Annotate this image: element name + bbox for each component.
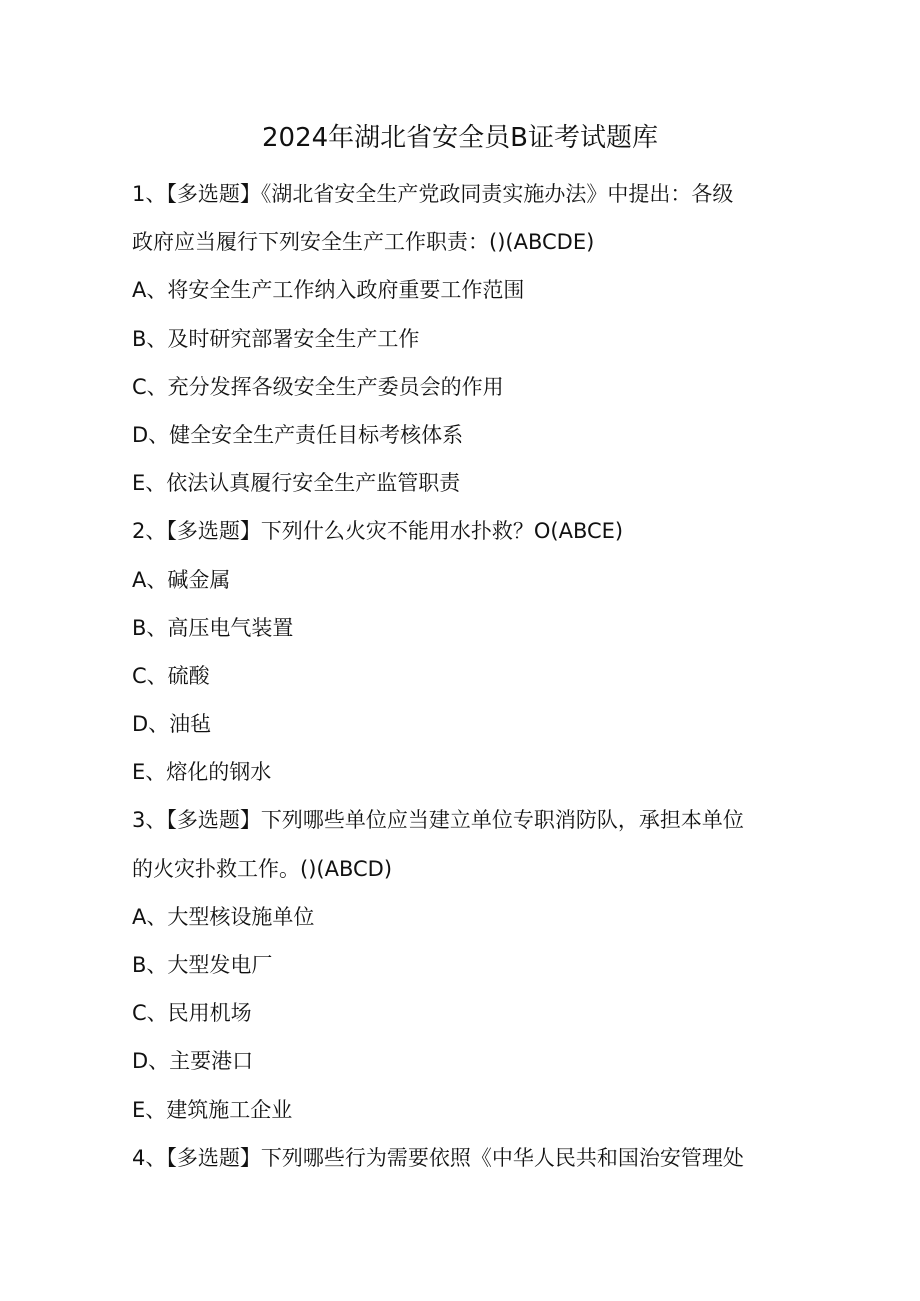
text-line: 4、【多选题】下列哪些行为需要依照《中华人民共和国治安管理处 bbox=[132, 1145, 744, 1170]
text-line: D、主要港口 bbox=[132, 1049, 254, 1074]
text-line: 3、【多选题】下列哪些单位应当建立单位专职消防队，承担本单位 bbox=[132, 808, 744, 833]
document-title: 2024年湖北省安全员B证考试题库 bbox=[261, 123, 658, 153]
text-line: 的火灾扑救工作。()(ABCD) bbox=[132, 856, 393, 881]
text-line: E、依法认真履行安全生产监管职责 bbox=[132, 471, 461, 496]
text-line: 政府应当履行下列安全生产工作职责：()(ABCDE) bbox=[132, 230, 595, 255]
text-line: 1、【多选题】《湖北省安全生产党政同责实施办法》中提出：各级 bbox=[132, 182, 734, 206]
text-line: A、大型核设施单位 bbox=[132, 904, 315, 929]
text-line: C、充分发挥各级安全生产委员会的作用 bbox=[132, 374, 504, 399]
text-line: B、高压电气装置 bbox=[132, 615, 294, 640]
text-line: E、熔化的钢水 bbox=[132, 760, 272, 785]
text-line: E、建筑施工企业 bbox=[132, 1097, 293, 1122]
text-line: A、碱金属 bbox=[132, 567, 231, 592]
text-line: A、将安全生产工作纳入政府重要工作范围 bbox=[132, 278, 525, 303]
text-line: B、大型发电厂 bbox=[132, 953, 273, 977]
text-line: C、硫酸 bbox=[132, 663, 210, 688]
text-line: D、油毡 bbox=[132, 712, 212, 737]
question-list bbox=[132, 170, 782, 1182]
text-line: B、及时研究部署安全生产工作 bbox=[132, 326, 420, 351]
text-line: D、健全安全生产责任目标考核体系 bbox=[132, 422, 464, 447]
text-line: 2、【多选题】下列什么火灾不能用水扑救？O(ABCE) bbox=[132, 519, 624, 544]
text-line: C、民用机场 bbox=[132, 1001, 252, 1026]
